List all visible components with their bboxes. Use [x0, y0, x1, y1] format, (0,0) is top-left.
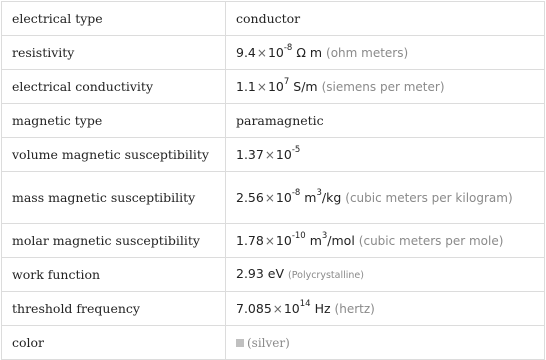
- property-value: [226, 292, 545, 326]
- base: 10: [275, 189, 292, 205]
- unit-note: (Polycrystalline): [288, 269, 364, 281]
- exponent: -10: [291, 231, 306, 242]
- mantissa: 1.78: [236, 232, 264, 248]
- property-value: paramagnetic: [226, 104, 545, 138]
- unit: $m^3$/mol: [309, 231, 355, 248]
- unit-note: (cubic meters per kilogram): [345, 190, 513, 205]
- property-label: work function: [2, 258, 226, 292]
- unit: S/m: [293, 78, 318, 94]
- color-swatch-icon: [236, 339, 244, 347]
- table-row: [2, 36, 545, 70]
- property-value: [226, 70, 545, 104]
- table-row: [2, 326, 545, 360]
- exponent: -8: [283, 43, 293, 54]
- times-sign: ×: [264, 147, 275, 162]
- value-text: 2.93 eV: [236, 265, 285, 281]
- properties-table: [1, 1, 545, 360]
- property-label: mass magnetic susceptibility: [2, 172, 226, 224]
- table-row: [2, 258, 545, 292]
- mantissa: 9.4: [236, 44, 256, 60]
- unit: Hz: [314, 300, 331, 316]
- unit-note: (hertz): [334, 301, 375, 316]
- table-row: [2, 138, 545, 172]
- table-row: [2, 172, 545, 224]
- unit-note: (ohm meters): [326, 45, 409, 60]
- base: 10: [275, 146, 292, 162]
- table-row: [2, 224, 545, 258]
- times-sign: ×: [272, 301, 283, 316]
- property-label: volume magnetic susceptibility: [2, 138, 226, 172]
- unit-note: (siemens per meter): [321, 79, 445, 94]
- property-label: electrical conductivity: [2, 70, 226, 104]
- table-row: [2, 70, 545, 104]
- times-sign: ×: [256, 79, 267, 94]
- property-label: molar magnetic susceptibility: [2, 224, 226, 258]
- property-value: [226, 258, 545, 292]
- base: 10: [283, 300, 300, 316]
- property-label: color: [2, 326, 226, 360]
- property-value: conductor: [226, 2, 545, 36]
- property-value: [226, 36, 545, 70]
- unit-note: (cubic meters per mole): [358, 233, 504, 248]
- table-row: [2, 104, 545, 138]
- base: 10: [267, 78, 284, 94]
- property-label: threshold frequency: [2, 292, 226, 326]
- property-label: electrical type: [2, 2, 226, 36]
- property-value: [226, 326, 545, 360]
- property-value: [226, 172, 545, 224]
- mantissa: 7.085: [236, 300, 272, 316]
- property-label: magnetic type: [2, 104, 226, 138]
- exponent: 14: [299, 299, 311, 310]
- exponent: -5: [291, 145, 301, 156]
- times-sign: ×: [264, 190, 275, 205]
- property-value: [226, 224, 545, 258]
- mantissa: 1.37: [236, 146, 264, 162]
- unit: $m^3/kg$: [304, 188, 342, 205]
- property-label: resistivity: [2, 36, 226, 70]
- mantissa: 2.56: [236, 189, 264, 205]
- base: 10: [267, 44, 284, 60]
- exponent: 7: [283, 77, 290, 88]
- property-value: [226, 138, 545, 172]
- times-sign: ×: [264, 233, 275, 248]
- times-sign: ×: [256, 45, 267, 60]
- mantissa: 1.1: [236, 78, 256, 94]
- table-row: [2, 292, 545, 326]
- color-name: (silver): [247, 335, 290, 350]
- table-row: [2, 2, 545, 36]
- base: 10: [275, 232, 292, 248]
- unit: Ω m: [296, 44, 323, 60]
- exponent: -8: [291, 188, 301, 199]
